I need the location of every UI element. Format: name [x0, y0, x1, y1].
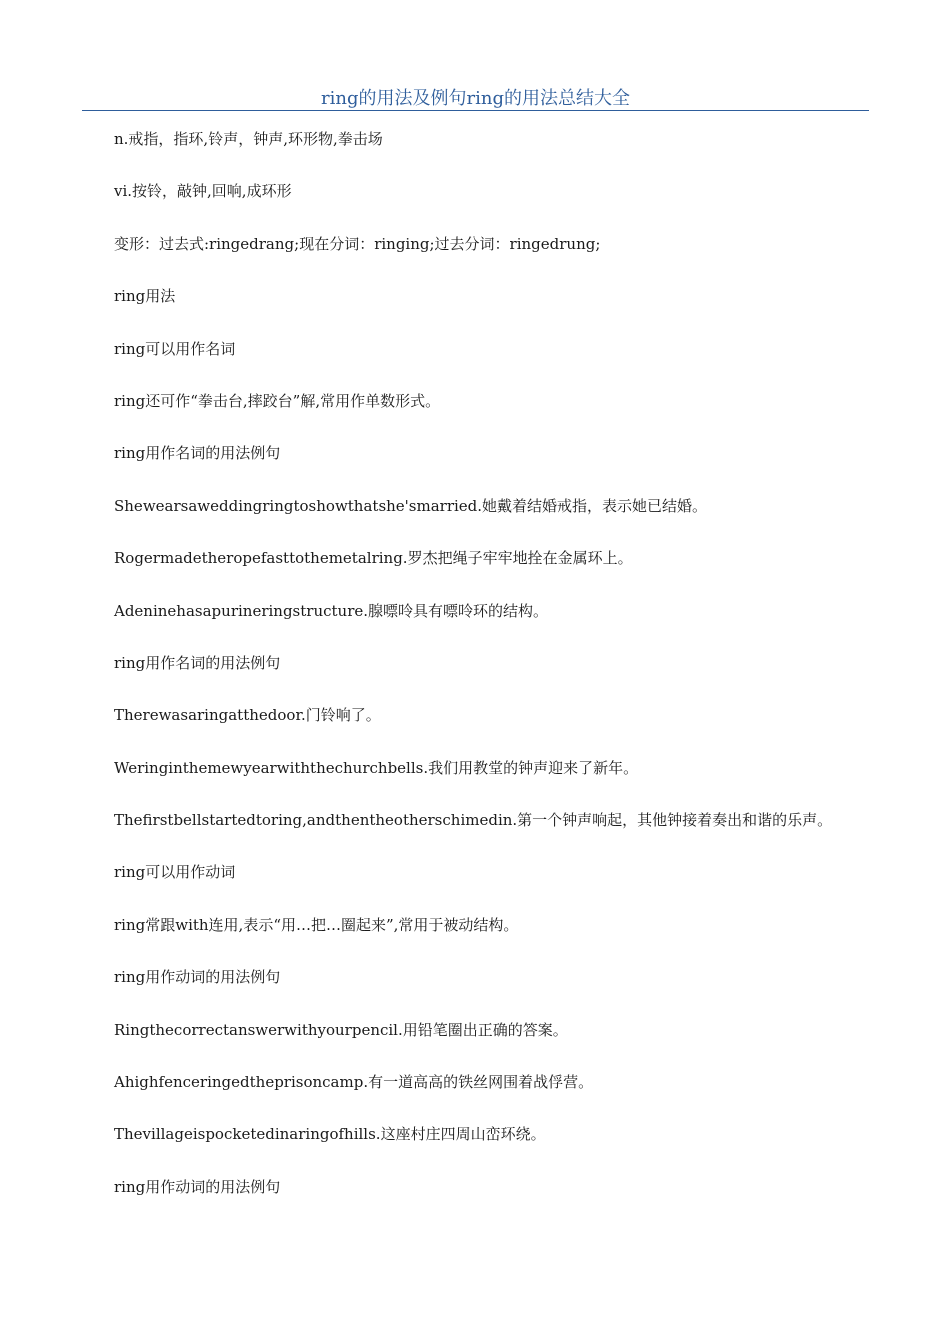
example-sentence: Weringinthemewyearwiththechurchbells.我们用教堂的钟声迎来了新年。: [114, 758, 639, 777]
example-sentence: Ahighfenceringedtheprisoncamp.有一道高高的铁丝网围着战俘营。: [114, 1073, 594, 1092]
example-sentence: Rogermadetheropefasttothemetalring.罗杰把绳子牢牢地拴在金属环上。: [114, 549, 633, 568]
example-sentence: Adeninehasapurineringstructure.腺嘌呤具有嘌呤环的结构。: [114, 601, 549, 620]
document-header: [82, 80, 869, 111]
document-title: ring的用法及例句ring的用法总结大全: [321, 88, 630, 109]
section-heading-noun-examples: ring用作名词的用法例句: [114, 444, 281, 463]
section-heading-verb-examples: ring用作动词的用法例句: [114, 968, 281, 987]
section-heading-verb: ring可以用作动词: [114, 863, 236, 882]
example-sentence: Shewearsaweddingringtoshowthatshe'smarried.她戴着结婚戒指，表示她已结婚。: [114, 496, 708, 515]
paragraph-inflections: 变形：过去式:ringedrang;现在分词：ringing;过去分词：ringedrung;: [114, 234, 601, 253]
section-heading-verb-examples: ring用作动词的用法例句: [114, 1177, 281, 1196]
example-sentence: Therewasaringatthedoor.门铃响了。: [114, 706, 381, 725]
example-sentence: Thefirstbellstartedtoring,andthentheotherschimedin.第一个钟声响起，其他钟接着奏出和谐的乐声。: [114, 811, 833, 830]
section-heading-noun-examples: ring用作名词的用法例句: [114, 653, 281, 672]
paragraph-definition-noun: n.戒指，指环,铃声，钟声,环形物,拳击场: [114, 130, 383, 148]
example-sentence: Ringthecorrectanswerwithyourpencil.用铅笔圈出正确的答案。: [114, 1020, 568, 1039]
paragraph-noun-note: ring还可作“拳击台,摔跤台”解,常用作单数形式。: [114, 391, 441, 410]
paragraph-definition-verb: vi.按铃，敲钟,回响,成环形: [114, 182, 292, 201]
section-heading-usage: ring用法: [114, 287, 176, 306]
document-body: [82, 126, 869, 1226]
section-heading-noun: ring可以用作名词: [114, 339, 236, 358]
example-sentence: Thevillageispocketedinaringofhills.这座村庄四周山峦环绕。: [114, 1125, 546, 1144]
paragraph-verb-note: ring常跟with连用,表示“用…把…圈起来”,常用于被动结构。: [114, 915, 519, 934]
